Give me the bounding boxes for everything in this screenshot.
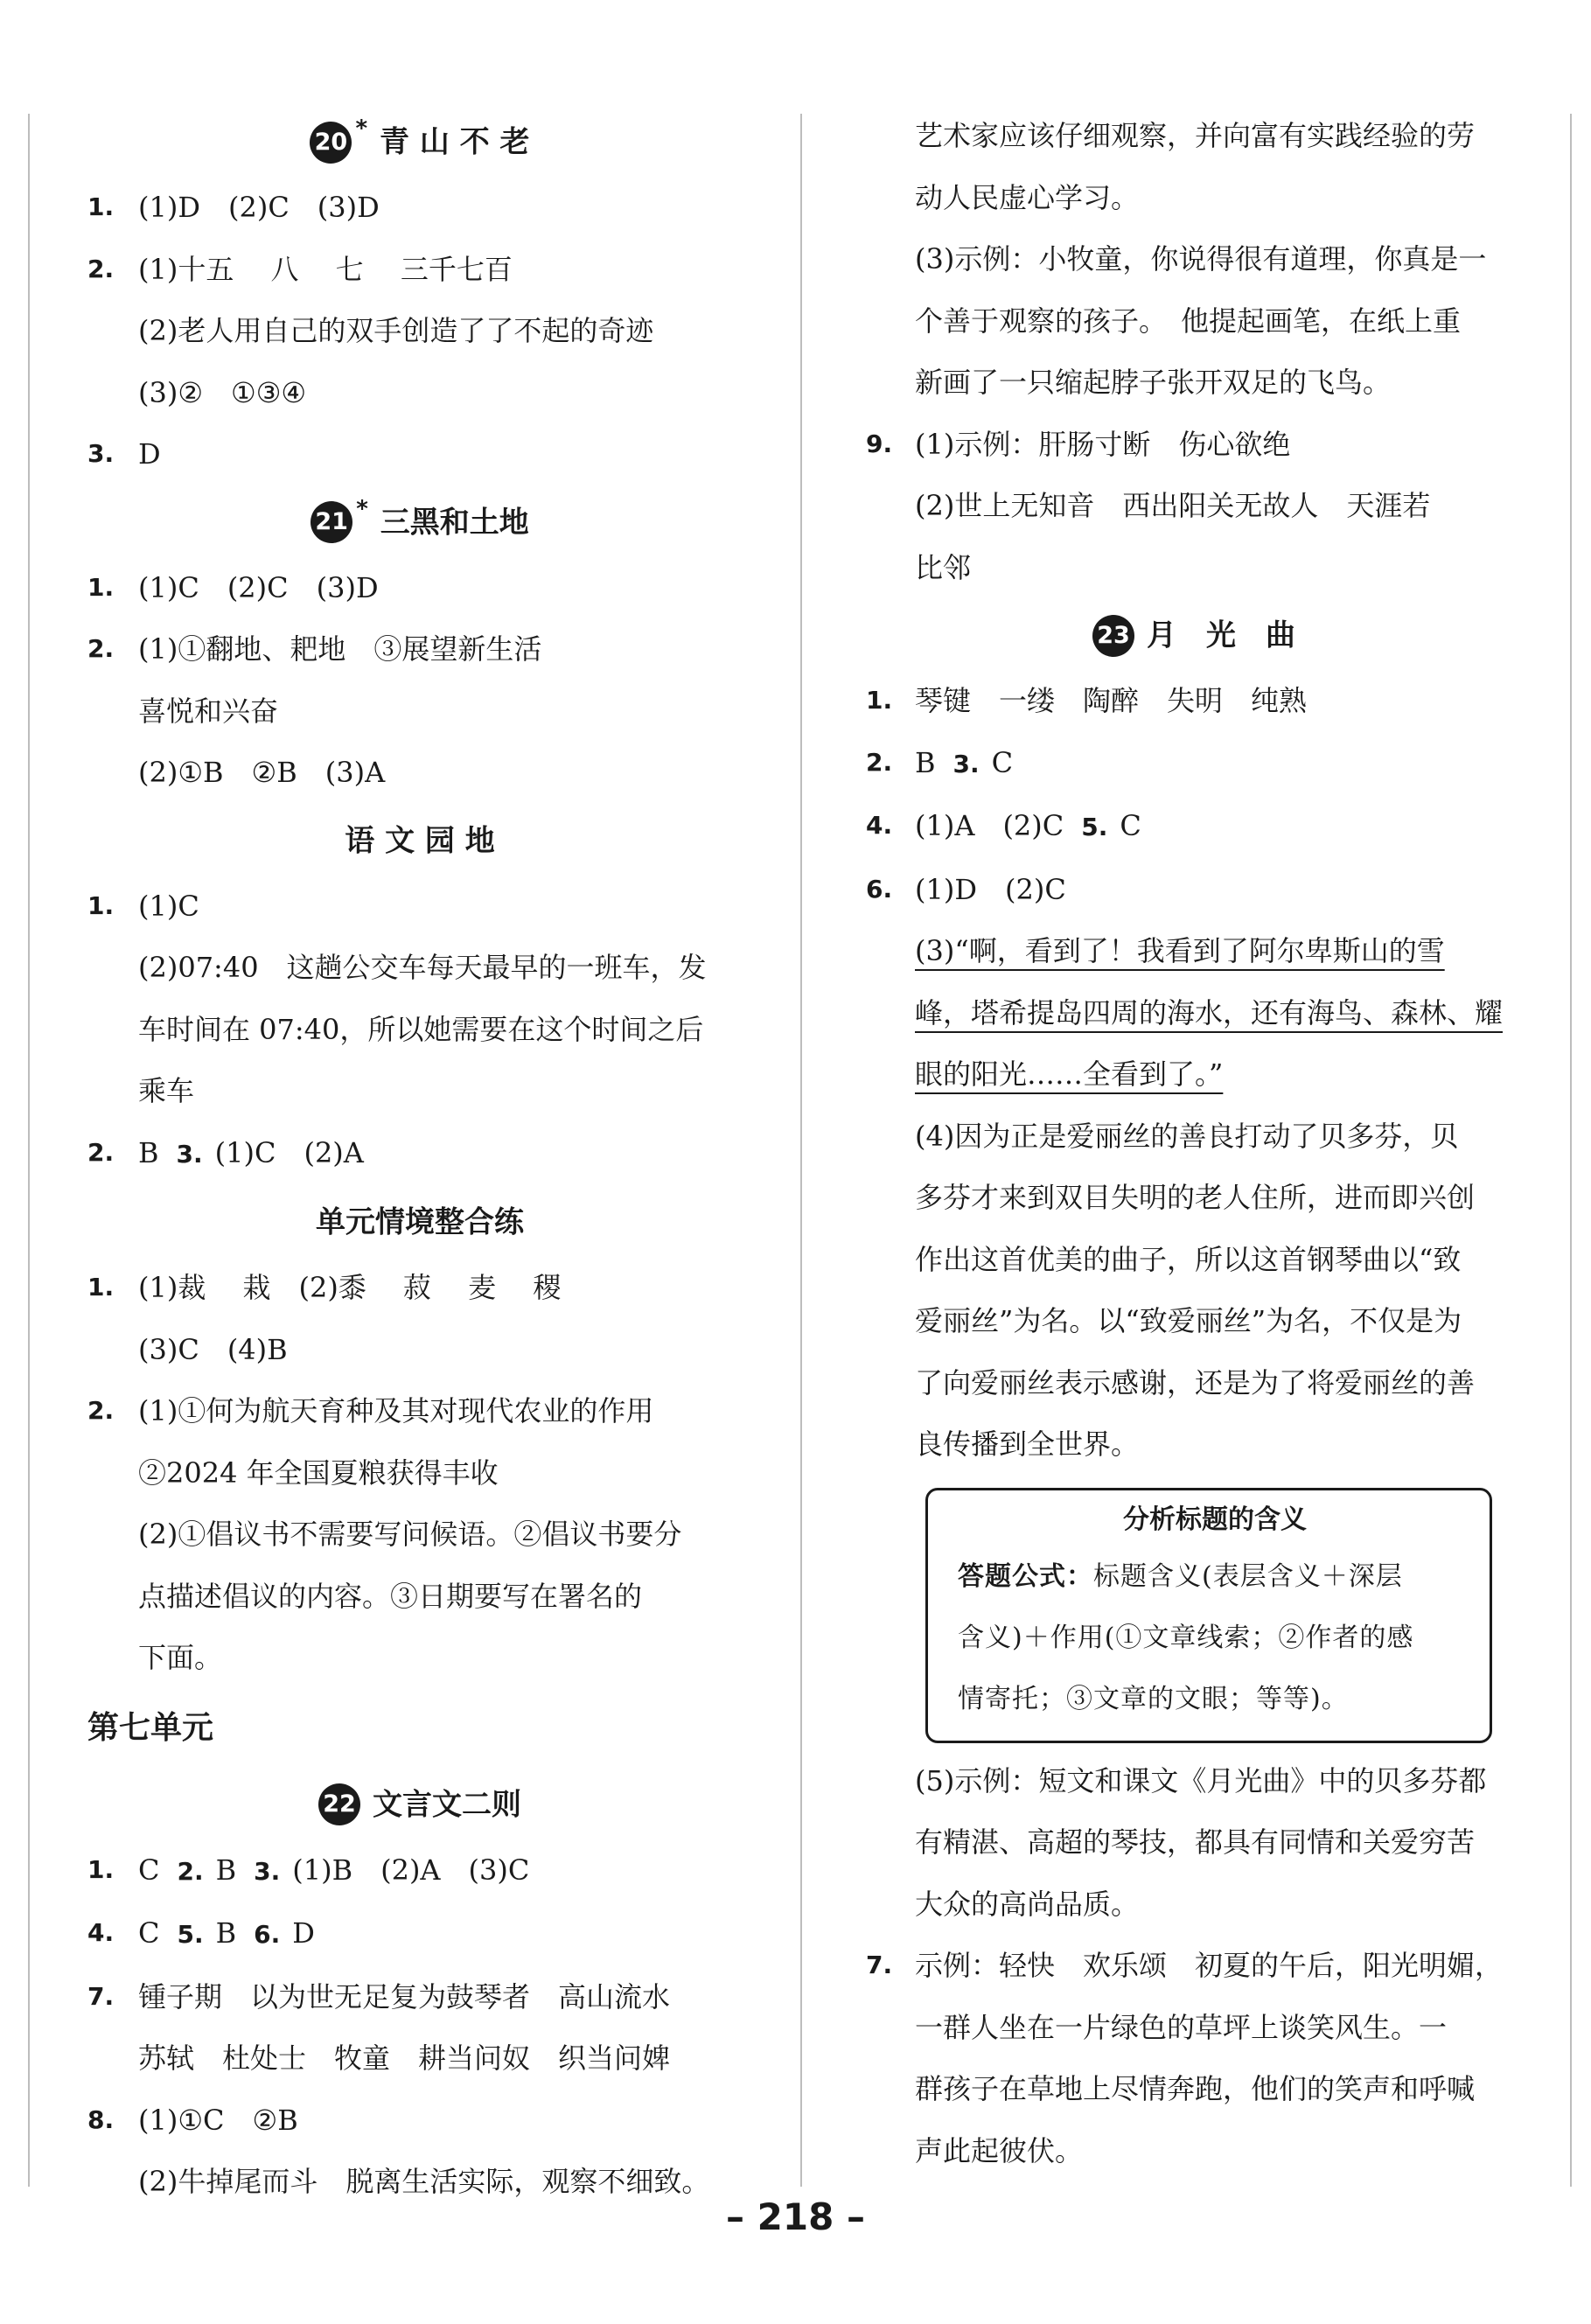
answer-line: 爱丽丝”为名。以“致爱丽丝”为名，不仅是为 xyxy=(915,1304,1462,1337)
page-number: – 218 – xyxy=(726,2195,865,2238)
answer-text: (1)①翻地、耙地 ③展望新生活 xyxy=(138,632,542,666)
answer-line: (3)示例：小牧童，你说得很有道理，你真是一 xyxy=(915,242,1487,276)
answer-line: 有精湛、高超的琴技，都具有同情和关爱穷苦 xyxy=(915,1825,1476,1859)
answer-line: 下面。 xyxy=(138,1641,223,1674)
answer-text: C xyxy=(138,1853,160,1887)
column-divider xyxy=(800,114,802,2187)
answer-line xyxy=(87,1380,752,1442)
section-heading-23 xyxy=(866,598,1522,670)
question-number: 3. xyxy=(953,749,980,778)
tip-title: 分析标题的含义 xyxy=(1123,1504,1307,1535)
answer-line xyxy=(866,414,1522,476)
answer-text: 示例：轻快 欢乐颂 初夏的午后，阳光明媚， xyxy=(915,1949,1504,1982)
question-number: 1. xyxy=(866,686,893,715)
answer-line: (2)①B ②B (3)A xyxy=(138,756,386,789)
question-number: 5. xyxy=(177,1920,204,1949)
answer-line: (2)07:40 这趟公交车每天最早的一班车，发 xyxy=(138,951,707,984)
answer-line xyxy=(866,795,1522,859)
answer-text: 琴键 一缕 陶醉 失明 纯熟 xyxy=(915,684,1308,717)
question-number: 2. xyxy=(87,1396,115,1425)
answer-text: (1)裁 栽 (2)黍 菽 麦 稷 xyxy=(138,1271,562,1304)
question-number: 3. xyxy=(176,1139,203,1169)
answer-line xyxy=(866,1043,1522,1106)
question-number: 4. xyxy=(87,1918,115,1947)
question-number: 1. xyxy=(87,572,115,602)
lesson-number-badge: 20 xyxy=(310,122,352,164)
answer-line xyxy=(866,1935,1522,1997)
lesson-number-badge: 23 xyxy=(1092,615,1134,657)
unit-heading: 第七单元 xyxy=(87,1709,214,1746)
answer-line xyxy=(87,557,752,619)
star-mark: * xyxy=(355,115,368,142)
answer-text: D xyxy=(292,1916,315,1950)
answer-line: 良传播到全世界。 xyxy=(915,1427,1140,1461)
question-number: 3. xyxy=(87,439,115,468)
answer-text: C xyxy=(991,745,1014,779)
question-number: 1. xyxy=(87,1854,115,1884)
question-number: 3. xyxy=(254,1856,281,1886)
answer-text: (1)示例：肝肠寸断 伤心欲绝 xyxy=(915,427,1291,461)
answer-line: 多芬才来到双目失明的老人住所，进而即兴创 xyxy=(915,1181,1476,1214)
answer-line: 艺术家应该仔细观察，并向富有实践经验的劳 xyxy=(915,119,1476,152)
answer-text: C xyxy=(1120,809,1141,842)
answer-line: 乘车 xyxy=(138,1074,195,1107)
answer-line: (2)老人用自己的双手创造了了不起的奇迹 xyxy=(138,314,654,347)
answer-line xyxy=(87,1122,752,1186)
section-heading-yuwen-yuandi xyxy=(87,804,752,876)
answer-line: (4)因为正是爱丽丝的善良打动了贝多芬，贝 xyxy=(915,1119,1459,1153)
question-number: 8. xyxy=(87,2104,115,2134)
tip-line: 含义)＋作用(①文章线索；②作者的感 xyxy=(958,1622,1414,1653)
answer-text: (1)①何为航天育种及其对现代农业的作用 xyxy=(138,1394,654,1427)
answer-line xyxy=(87,618,752,680)
answer-text: B xyxy=(138,1135,159,1169)
answer-line: 喜悦和兴奋 xyxy=(138,694,279,728)
lesson-number-badge: 21 xyxy=(311,501,352,543)
tip-text: 标题含义(表层含义＋深层 xyxy=(1093,1560,1403,1592)
question-number: 9. xyxy=(866,429,893,458)
answer-line xyxy=(87,2090,752,2152)
answer-line xyxy=(87,177,752,239)
question-number: 2. xyxy=(87,254,115,283)
answer-line xyxy=(87,1966,752,2028)
answer-line: 动人民虚心学习。 xyxy=(915,180,1140,214)
answer-text: 锺子期 以为世无足复为鼓琴者 高山流水 xyxy=(138,1979,671,2013)
question-number: 5. xyxy=(1081,813,1108,841)
answer-line: (2)世上无知音 西出阳关无故人 天涯若 xyxy=(915,489,1431,522)
section-heading-22 xyxy=(87,1768,752,1839)
answer-line xyxy=(87,423,752,485)
left-column xyxy=(87,105,752,2213)
section-heading-unit-practice xyxy=(87,1185,752,1257)
underlined-quote: 眼的阳光……全看到了。” xyxy=(915,1057,1224,1091)
question-number: 2. xyxy=(177,1856,204,1886)
question-number: 7. xyxy=(866,1951,893,1979)
answer-text: (1)B (2)A (3)C xyxy=(292,1853,530,1887)
answer-line xyxy=(866,859,1522,921)
answer-line: 作出这首优美的曲子，所以这首钢琴曲以“致 xyxy=(915,1242,1462,1276)
answer-text: C xyxy=(138,1916,160,1950)
section-heading-21 xyxy=(87,485,752,557)
answer-line: 群孩子在草地上尽情奔跑，他们的笑声和呼喊 xyxy=(915,2072,1476,2105)
question-number: 1. xyxy=(87,192,115,221)
question-number: 2. xyxy=(87,1137,115,1167)
right-margin-line xyxy=(1570,114,1572,2187)
star-mark: * xyxy=(356,495,368,522)
answer-line: 点描述倡议的内容。③日期要写在署名的 xyxy=(138,1579,643,1613)
tip-label: 答题公式： xyxy=(958,1560,1093,1592)
answer-line: (3)C (4)B xyxy=(138,1332,288,1366)
answer-line: (2)牛掉尾而斗 脱离生活实际，观察不细致。 xyxy=(138,2165,710,2198)
answer-text: (1)十五 八 七 三千七百 xyxy=(138,252,513,286)
answer-line: (3)② ①③④ xyxy=(138,375,307,409)
answer-line: 了向爱丽丝表示感谢，还是为了将爱丽丝的善 xyxy=(915,1365,1476,1399)
underlined-quote: (3)“啊，看到了！我看到了阿尔卑斯山的雪 xyxy=(915,934,1445,967)
answer-line: 新画了一只缩起脖子张开双足的飞鸟。 xyxy=(915,366,1392,399)
answer-line xyxy=(866,732,1522,796)
section-title: 月 光 曲 xyxy=(1147,618,1295,653)
tip-box xyxy=(925,1488,1492,1743)
question-number: 4. xyxy=(866,811,893,840)
answer-text: D xyxy=(138,437,161,471)
answer-line: 比邻 xyxy=(915,550,972,584)
lesson-number-badge: 22 xyxy=(318,1783,360,1825)
answer-line xyxy=(87,239,752,301)
answer-text: (1)A (2)C xyxy=(915,809,1064,842)
left-margin-line xyxy=(28,114,30,2187)
answer-line xyxy=(87,1257,752,1319)
answer-line xyxy=(87,1839,752,1903)
question-number: 2. xyxy=(87,634,115,663)
section-title: 三黑和土地 xyxy=(380,505,529,540)
answer-line xyxy=(87,1902,752,1966)
section-heading-20 xyxy=(87,105,752,177)
answer-text: (1)C (2)A xyxy=(214,1135,364,1169)
answer-text: (1)C xyxy=(138,889,199,923)
answer-line xyxy=(87,876,752,938)
answer-text: B xyxy=(215,1853,237,1887)
right-column xyxy=(866,105,1522,2181)
answer-text: (1)D (2)C (3)D xyxy=(138,191,380,224)
answer-text: (1)D (2)C xyxy=(915,872,1066,906)
question-number: 6. xyxy=(254,1920,281,1949)
answer-text: B xyxy=(215,1916,237,1950)
answer-line: ②2024 年全国夏粮获得丰收 xyxy=(138,1455,499,1490)
answer-text: (1)①C ②B xyxy=(138,2103,298,2137)
tip-line: 情寄托；③文章的文眼；等等)。 xyxy=(958,1683,1349,1714)
answer-line xyxy=(866,670,1522,732)
section-title: 青 山 不 老 xyxy=(380,124,530,160)
answer-text: (1)C (2)C (3)D xyxy=(138,570,379,604)
answer-line: 苏轼 杜处士 牧童 耕当问奴 织当问婢 xyxy=(138,2041,671,2075)
answer-line: 声此起彼伏。 xyxy=(915,2133,1084,2167)
answer-line: (5)示例：短文和课文《月光曲》中的贝多芬都 xyxy=(915,1763,1487,1797)
section-title: 语 文 园 地 xyxy=(345,823,495,858)
answer-text: B xyxy=(915,745,936,779)
answer-line: (2)①倡议书不需要写问候语。②倡议书要分 xyxy=(138,1518,682,1551)
question-number: 1. xyxy=(87,890,115,920)
question-number: 7. xyxy=(87,1981,115,2011)
question-number: 6. xyxy=(866,874,893,904)
answer-line xyxy=(866,982,1522,1044)
answer-line: 车时间在 07:40，所以她需要在这个时间之后 xyxy=(138,1012,704,1046)
answer-line: 一群人坐在一片绿色的草坪上谈笑风生。一 xyxy=(915,2010,1448,2044)
answer-line xyxy=(866,920,1522,982)
section-title: 单元情境整合练 xyxy=(316,1204,524,1240)
section-title: 文言文二则 xyxy=(373,1787,521,1822)
question-number: 1. xyxy=(87,1273,115,1302)
answer-line: 大众的高尚品质。 xyxy=(915,1887,1140,1921)
answer-line: 个善于观察的孩子。 他提起画笔，在纸上重 xyxy=(915,304,1462,338)
question-number: 2. xyxy=(866,747,893,777)
underlined-quote: 峰，塔希提岛四周的海水，还有海鸟、森林、耀 xyxy=(915,995,1504,1029)
tip-line xyxy=(958,1546,1472,1608)
